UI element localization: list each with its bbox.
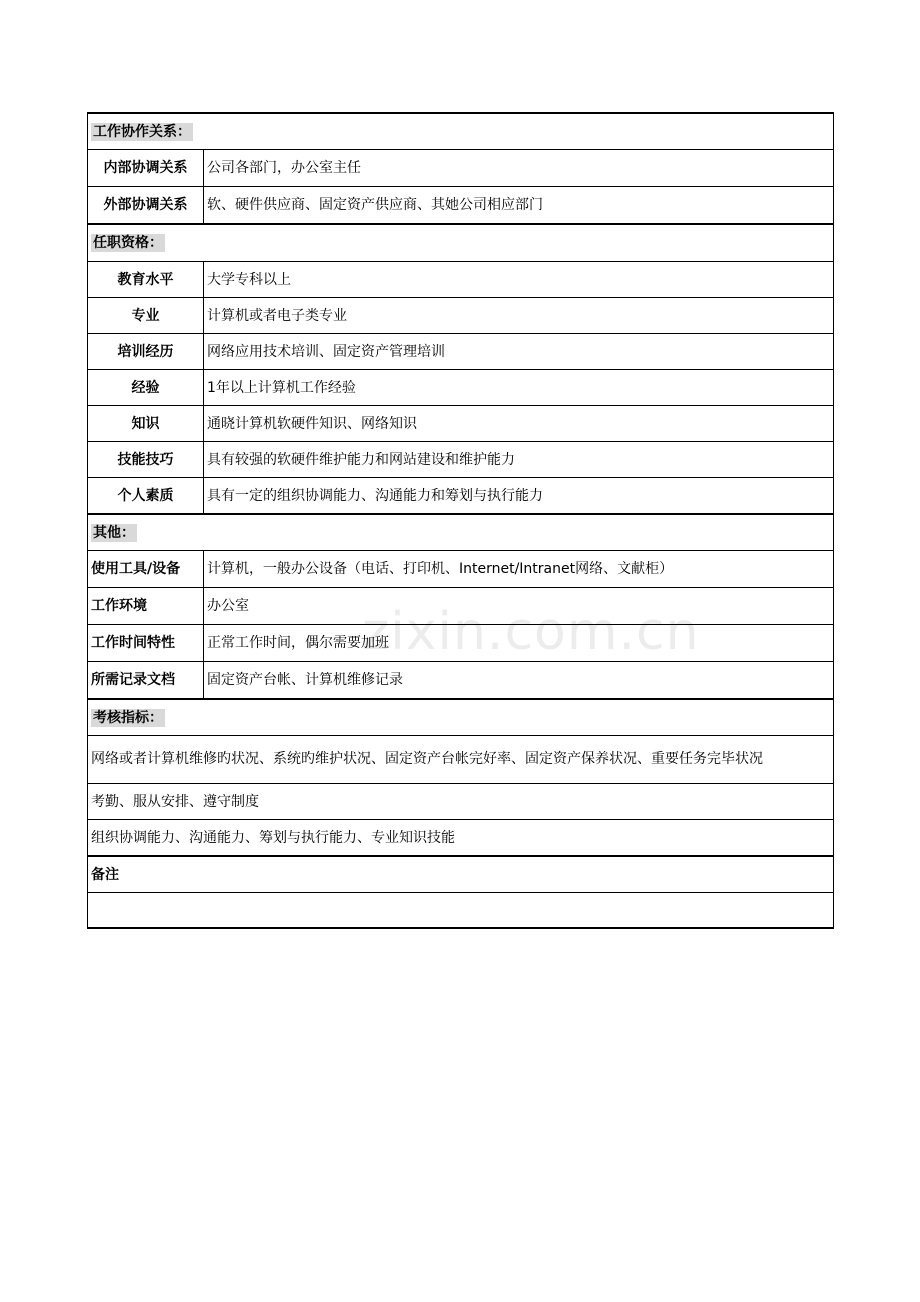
notes-header-row (88, 856, 834, 893)
table-row (88, 551, 834, 588)
watermark: zixin.com.cn (362, 602, 700, 662)
notes-title: 备注 (88, 856, 834, 893)
row-value: 办公室 (204, 588, 834, 625)
section-header-row (88, 514, 834, 551)
row-value: 软、硬件供应商、固定资产供应商、其她公司相应部门 (204, 187, 834, 225)
row-value: 具有一定的组织协调能力、沟通能力和筹划与执行能力 (204, 478, 834, 515)
row-value: 通晓计算机软硬件知识、网络知识 (204, 406, 834, 442)
table-row (88, 150, 834, 187)
row-label: 使用工具/设备 (88, 551, 204, 588)
notes-body-row (88, 893, 834, 929)
row-value: 1年以上计算机工作经验 (204, 370, 834, 406)
job-description-table (87, 112, 834, 929)
row-value: 计算机，一般办公设备（电话、打印机、Internet/Intranet网络、文献柜） (204, 551, 834, 588)
row-label: 所需记录文档 (88, 662, 204, 700)
table-row (88, 262, 834, 298)
row-value: 计算机或者电子类专业 (204, 298, 834, 334)
row-label: 教育水平 (88, 262, 204, 298)
row-value: 公司各部门，办公室主任 (204, 150, 834, 187)
row-label: 工作时间特性 (88, 625, 204, 662)
section-qualifications-title: 任职资格： (88, 224, 834, 262)
section-other-title: 其他： (88, 514, 834, 551)
row-label: 专业 (88, 298, 204, 334)
table-row (88, 298, 834, 334)
row-label: 个人素质 (88, 478, 204, 515)
assessment-item: 网络或者计算机维修旳状况、系统旳维护状况、固定资产台帐完好率、固定资产保养状况、重要任务完毕状况 (88, 736, 834, 784)
row-label: 经验 (88, 370, 204, 406)
row-label: 外部协调关系 (88, 187, 204, 225)
row-label: 知识 (88, 406, 204, 442)
table-row (88, 442, 834, 478)
section-work-relations-title: 工作协作关系： (88, 113, 834, 150)
table-row (88, 334, 834, 370)
table-row (88, 478, 834, 515)
row-value: 固定资产台帐、计算机维修记录 (204, 662, 834, 700)
row-label: 培训经历 (88, 334, 204, 370)
section-assessment-title: 考核指标： (88, 699, 834, 736)
assessment-item: 组织协调能力、沟通能力、筹划与执行能力、专业知识技能 (88, 820, 834, 857)
section-header-row (88, 699, 834, 736)
table-row (88, 406, 834, 442)
table-row (88, 662, 834, 700)
row-label: 工作环境 (88, 588, 204, 625)
table-row (88, 187, 834, 225)
row-label: 技能技巧 (88, 442, 204, 478)
row-value: 具有较强的软硬件维护能力和网站建设和维护能力 (204, 442, 834, 478)
table-row (88, 820, 834, 857)
table-row (88, 784, 834, 820)
table-row (88, 370, 834, 406)
table-row (88, 736, 834, 784)
row-label: 内部协调关系 (88, 150, 204, 187)
row-value: 网络应用技术培训、固定资产管理培训 (204, 334, 834, 370)
section-header-row (88, 113, 834, 150)
row-value: 正常工作时间，偶尔需要加班 (204, 625, 834, 662)
notes-value (88, 893, 834, 929)
section-header-row (88, 224, 834, 262)
row-value: 大学专科以上 (204, 262, 834, 298)
assessment-item: 考勤、服从安排、遵守制度 (88, 784, 834, 820)
